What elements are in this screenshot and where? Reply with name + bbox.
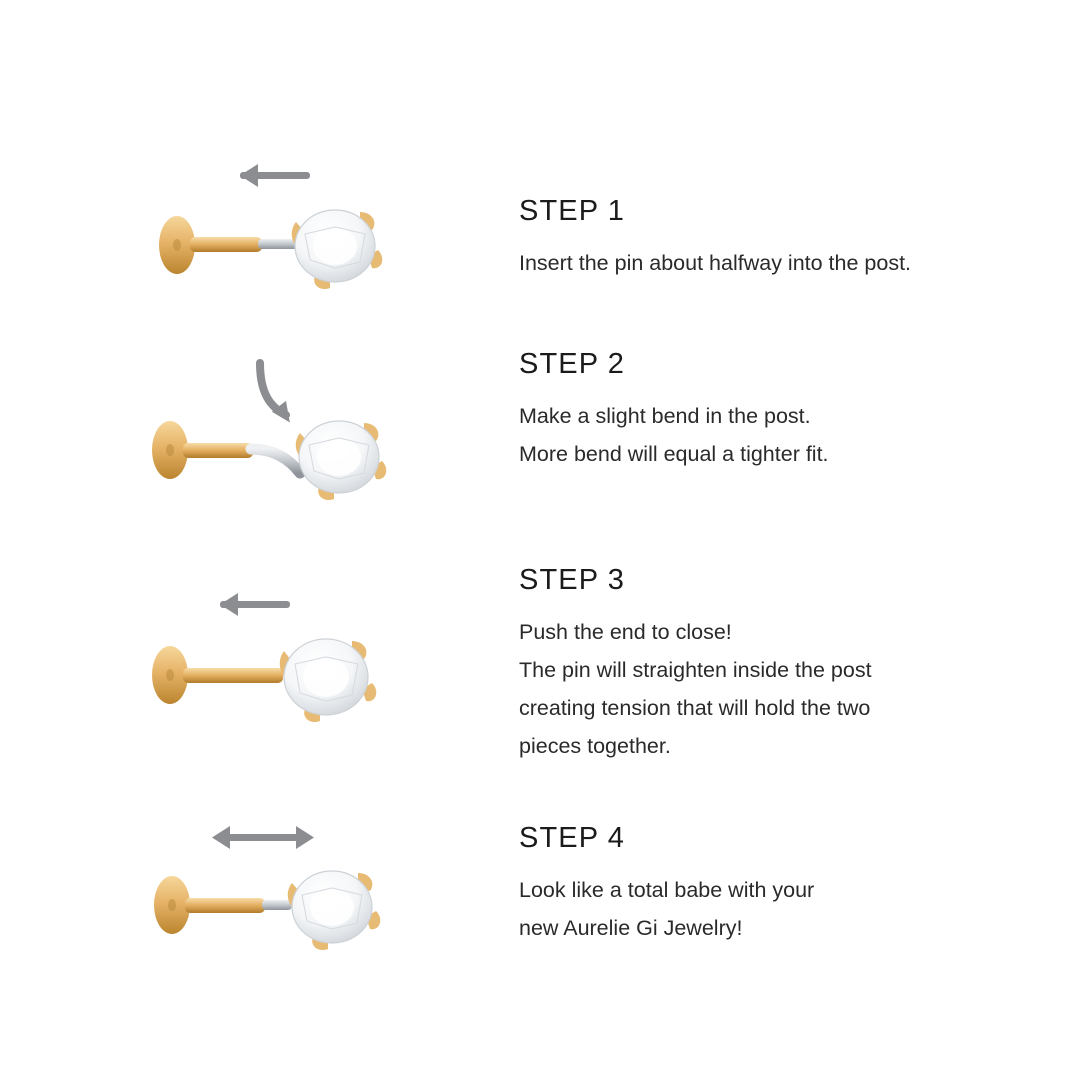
step-body-line: Insert the pin about halfway into the post.	[519, 250, 912, 275]
step-1-illustration	[120, 150, 450, 315]
disc-highlight	[173, 239, 181, 251]
step-row	[0, 150, 1080, 315]
disc-highlight	[166, 669, 174, 681]
step-2-illustration	[120, 345, 450, 530]
diamond-table	[310, 888, 354, 926]
step-title: STEP 2	[519, 348, 626, 380]
step-title: STEP 3	[519, 564, 626, 596]
step-body	[519, 871, 1039, 947]
arrow-double-horizontal-icon	[212, 826, 314, 849]
diamond-table	[317, 438, 361, 476]
step-4-illustration	[120, 815, 450, 980]
disc-highlight	[166, 444, 174, 456]
step-body-line: The pin will straighten inside the post	[519, 657, 872, 682]
step-row	[0, 345, 1080, 530]
step-body	[519, 244, 1039, 282]
arrow-left-icon	[220, 593, 290, 616]
gold-post	[185, 898, 265, 913]
step-title: STEP 1	[519, 195, 626, 227]
diamond-table	[313, 227, 357, 265]
step-row	[0, 565, 1080, 770]
step-body-line: Push the end to close!	[519, 619, 732, 644]
step-body-line: pieces together.	[519, 733, 671, 758]
step-body	[519, 397, 1039, 473]
arrow-curved-down-icon	[260, 363, 295, 422]
diamond-table	[303, 657, 349, 697]
step-body-line: Look like a total babe with your	[519, 877, 815, 902]
step-1-text	[519, 196, 1039, 282]
steel-pin-bent	[251, 449, 300, 473]
step-3-text	[519, 565, 1039, 765]
step-title: STEP 4	[519, 822, 626, 854]
steel-pin	[262, 900, 292, 910]
step-body-line: More bend will equal a tighter fit.	[519, 441, 829, 466]
gold-post	[190, 237, 262, 252]
step-body-line: Make a slight bend in the post.	[519, 403, 811, 428]
step-row	[0, 815, 1080, 980]
gold-post	[183, 443, 253, 458]
step-4-text	[519, 823, 1039, 947]
step-body-line: new Aurelie Gi Jewelry!	[519, 915, 743, 940]
disc-highlight	[168, 899, 176, 911]
step-3-illustration	[120, 565, 450, 770]
gold-post-closed	[183, 668, 283, 683]
step-body	[519, 613, 1039, 765]
step-body-line: creating tension that will hold the two	[519, 695, 871, 720]
step-2-text	[519, 349, 1039, 473]
arrow-left-icon	[240, 164, 310, 187]
